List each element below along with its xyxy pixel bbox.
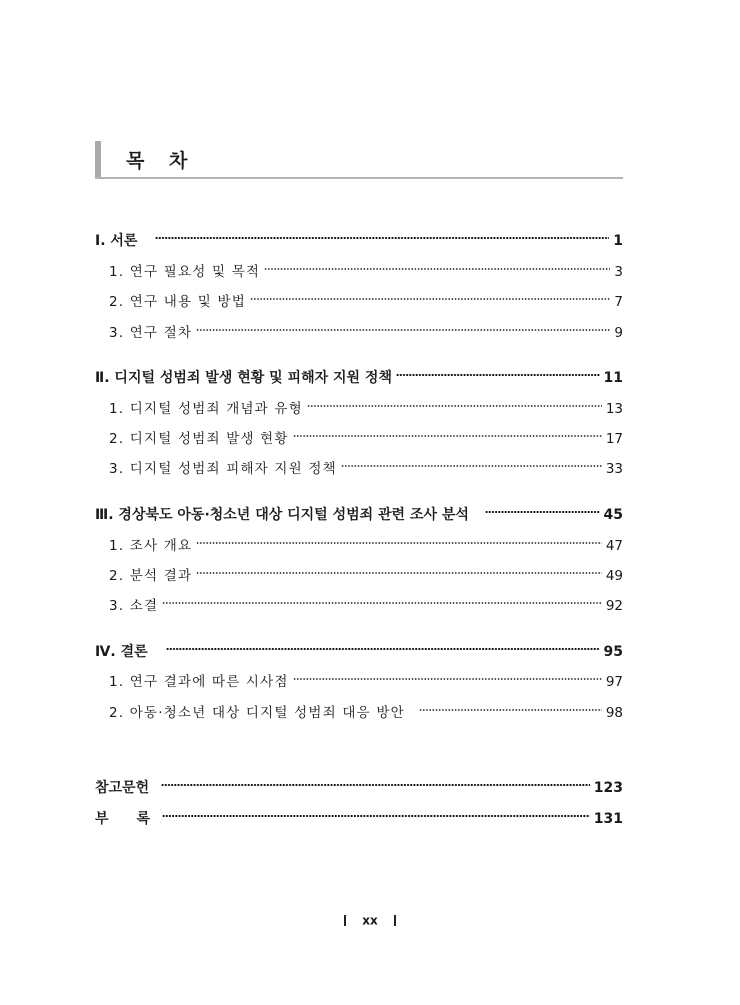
toc-label: Ⅲ. 경상북도 아동·청소년 대상 디지털 성범죄 관련 조사 분석	[95, 507, 469, 523]
toc-page-number: 1	[613, 233, 623, 249]
toc-page-number: 123	[593, 780, 623, 796]
leader-dots	[162, 815, 590, 819]
toc-label: 1. 조사 개요	[109, 538, 193, 554]
toc-section[interactable]	[109, 398, 623, 420]
leader-dots	[196, 329, 610, 333]
toc-page-number: 7	[614, 294, 623, 310]
toc-label: 2. 디지털 성범죄 발생 현황	[109, 431, 289, 447]
toc-section[interactable]	[109, 565, 623, 587]
toc-label: 부 록	[95, 811, 151, 827]
page-title: 목 차	[126, 150, 197, 172]
leader-dots	[162, 602, 602, 606]
toc-label: 3. 연구 절차	[109, 325, 193, 341]
toc-label: Ⅱ. 디지털 성범죄 발생 현황 및 피해자 지원 정책	[95, 370, 392, 386]
toc-chapter[interactable]	[95, 230, 623, 252]
leader-dots	[419, 709, 602, 713]
toc-chapter[interactable]	[95, 504, 623, 526]
toc-section[interactable]	[109, 322, 623, 344]
toc-chapter[interactable]	[95, 641, 623, 663]
toc-section[interactable]	[109, 702, 623, 724]
toc-page-number: 95	[603, 644, 623, 660]
leader-dots	[166, 648, 600, 652]
toc-label: 1. 디지털 성범죄 개념과 유형	[109, 401, 303, 417]
leader-dots	[341, 465, 602, 469]
toc-page-number: 92	[605, 598, 623, 614]
page-footer	[0, 913, 740, 928]
toc-label: 2. 분석 결과	[109, 568, 193, 584]
toc-page-number: 11	[603, 370, 623, 386]
leader-dots	[196, 572, 602, 576]
toc-label: 1. 연구 결과에 따른 시사점	[109, 674, 289, 690]
toc-label: 3. 디지털 성범죄 피해자 지원 정책	[109, 461, 337, 477]
leader-dots	[196, 542, 602, 546]
leader-dots	[264, 268, 610, 272]
toc-label: 3. 소결	[109, 598, 159, 614]
toc-section[interactable]	[109, 261, 623, 283]
toc-label: 2. 아동·청소년 대상 디지털 성범죄 대응 방안	[109, 705, 405, 721]
leader-dots	[307, 405, 602, 409]
toc-page-number: 3	[614, 264, 623, 280]
toc-page-number: 98	[605, 705, 623, 721]
toc-page-number: 17	[605, 431, 623, 447]
toc-section[interactable]	[109, 535, 623, 557]
folio-bar-left	[344, 915, 346, 926]
toc-page-number: 13	[605, 401, 623, 417]
leader-dots	[293, 678, 602, 682]
toc-page-number: 45	[603, 507, 623, 523]
toc-appendix[interactable]	[95, 808, 623, 830]
toc-section[interactable]	[109, 428, 623, 450]
folio-bar-right	[394, 915, 396, 926]
toc-page-number: 33	[605, 461, 623, 477]
leader-dots	[250, 298, 610, 302]
toc-section[interactable]	[109, 291, 623, 313]
toc-label: Ⅳ. 결론	[95, 644, 148, 660]
leader-dots	[293, 435, 602, 439]
toc-chapter[interactable]	[95, 367, 623, 389]
toc-label: 참고문헌	[95, 780, 150, 796]
heading-accent-bar	[95, 141, 101, 177]
toc-page-number: 131	[593, 811, 623, 827]
leader-dots	[161, 784, 590, 788]
toc-section[interactable]	[109, 595, 623, 617]
toc-page-number: 97	[605, 674, 623, 690]
toc-section[interactable]	[109, 458, 623, 480]
leader-dots	[485, 511, 600, 515]
toc-section[interactable]	[109, 671, 623, 693]
toc-label: 2. 연구 내용 및 방법	[109, 294, 246, 310]
leader-dots	[155, 237, 609, 241]
toc-label: Ⅰ. 서론	[95, 233, 138, 249]
toc-page-number: 9	[614, 325, 623, 341]
toc-page-number: 49	[605, 568, 623, 584]
leader-dots	[396, 374, 600, 378]
toc-page-number: 47	[605, 538, 623, 554]
toc-references[interactable]	[95, 777, 623, 799]
toc-label: 1. 연구 필요성 및 목적	[109, 264, 261, 280]
folio-page-number: xx	[362, 913, 378, 928]
toc-heading	[95, 141, 623, 179]
